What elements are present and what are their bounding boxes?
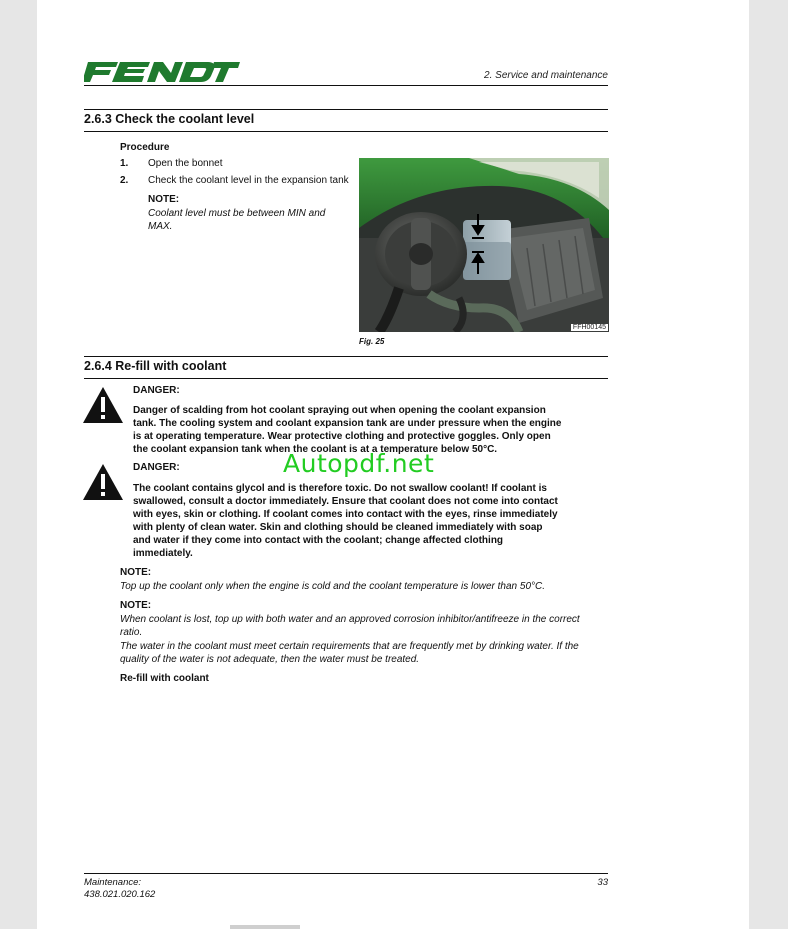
step-number: 2. [120,175,129,186]
danger-text-line: immediately. [133,548,193,559]
footer-doc-title: Maintenance: [84,877,142,888]
danger-text-line: and water if they come into contact with the coolant; change affected clothing [133,535,504,546]
danger-text-line: is at operating temperature. Wear protective clothing and protective goggles. Only open [133,431,551,442]
note-text-line: ratio. [120,627,143,638]
footer-doc-info [84,877,155,901]
note-label: NOTE: [120,567,152,578]
note-label: NOTE: [120,600,152,611]
warning-triangle-icon [82,386,124,424]
note-text: Top up the coolant only when the engine is cold and the coolant temperature is lower than 50°C. [120,581,546,592]
note-text-line: Coolant level must be between MIN and [148,208,326,219]
section-rule-top [84,109,608,110]
header-rule [84,85,608,86]
danger-text-line: swallowed, consult a doctor immediately. Ensure that coolant does not come into contact [133,496,558,507]
note-text-line: MAX. [148,221,173,232]
danger-text-line: with eyes, skin or clothing. If coolant comes into contact with the eyes, rinse immediately [133,509,558,520]
section-rule-bottom [84,378,608,379]
figure-caption: Fig. 25 [359,337,385,346]
subheading-refill: Re-fill with coolant [120,673,209,684]
danger-text-line: the coolant expansion tank when the coolant is at a temperature below 50°C. [133,444,498,455]
note-text-line: quality of the water is not adequate, then the water must be treated. [120,654,420,665]
section-rule-top [84,356,608,357]
section-rule-bottom [84,131,608,132]
footer-rule [84,873,608,874]
scrollbar-hint [230,925,300,929]
step-text: Open the bonnet [148,158,223,169]
coolant-tank-photo [359,158,609,332]
page-number: 33 [597,877,608,888]
chapter-title: 2. Service and maintenance [484,70,608,81]
note-text-line: The water in the coolant must meet certain requirements that are frequently met by drinking water. If the [120,641,579,652]
danger-text-line: Danger of scalding from hot coolant spraying out when opening the coolant expansion [133,405,546,416]
footer-doc-number: 438.021.020.162 [84,889,156,900]
step-text: Check the coolant level in the expansion tank [148,175,349,186]
image-code: FFH00145 [572,324,606,331]
danger-text-line: with plenty of clean water. Skin and clothing should be cleaned immediately with soap [133,522,543,533]
danger-label: DANGER: [133,385,180,396]
procedure-label: Procedure [120,142,170,153]
watermark-text: Autopdf.net [283,449,435,478]
warning-triangle-icon [82,463,124,501]
step-number: 1. [120,158,129,169]
section-heading-263: 2.6.3 Check the coolant level [84,112,255,126]
note-text-line: When coolant is lost, top up with both water and an approved corrosion inhibitor/antifreeze in the correct [120,614,580,625]
danger-text-line: tank. The cooling system and coolant expansion tank are under pressure when the engine [133,418,562,429]
section-heading-264: 2.6.4 Re-fill with coolant [84,359,227,373]
danger-text-line: The coolant contains glycol and is therefore toxic. Do not swallow coolant! If coolant is [133,483,547,494]
danger-label: DANGER: [133,462,180,473]
note-label: NOTE: [148,194,180,205]
fendt-logo [84,60,240,82]
